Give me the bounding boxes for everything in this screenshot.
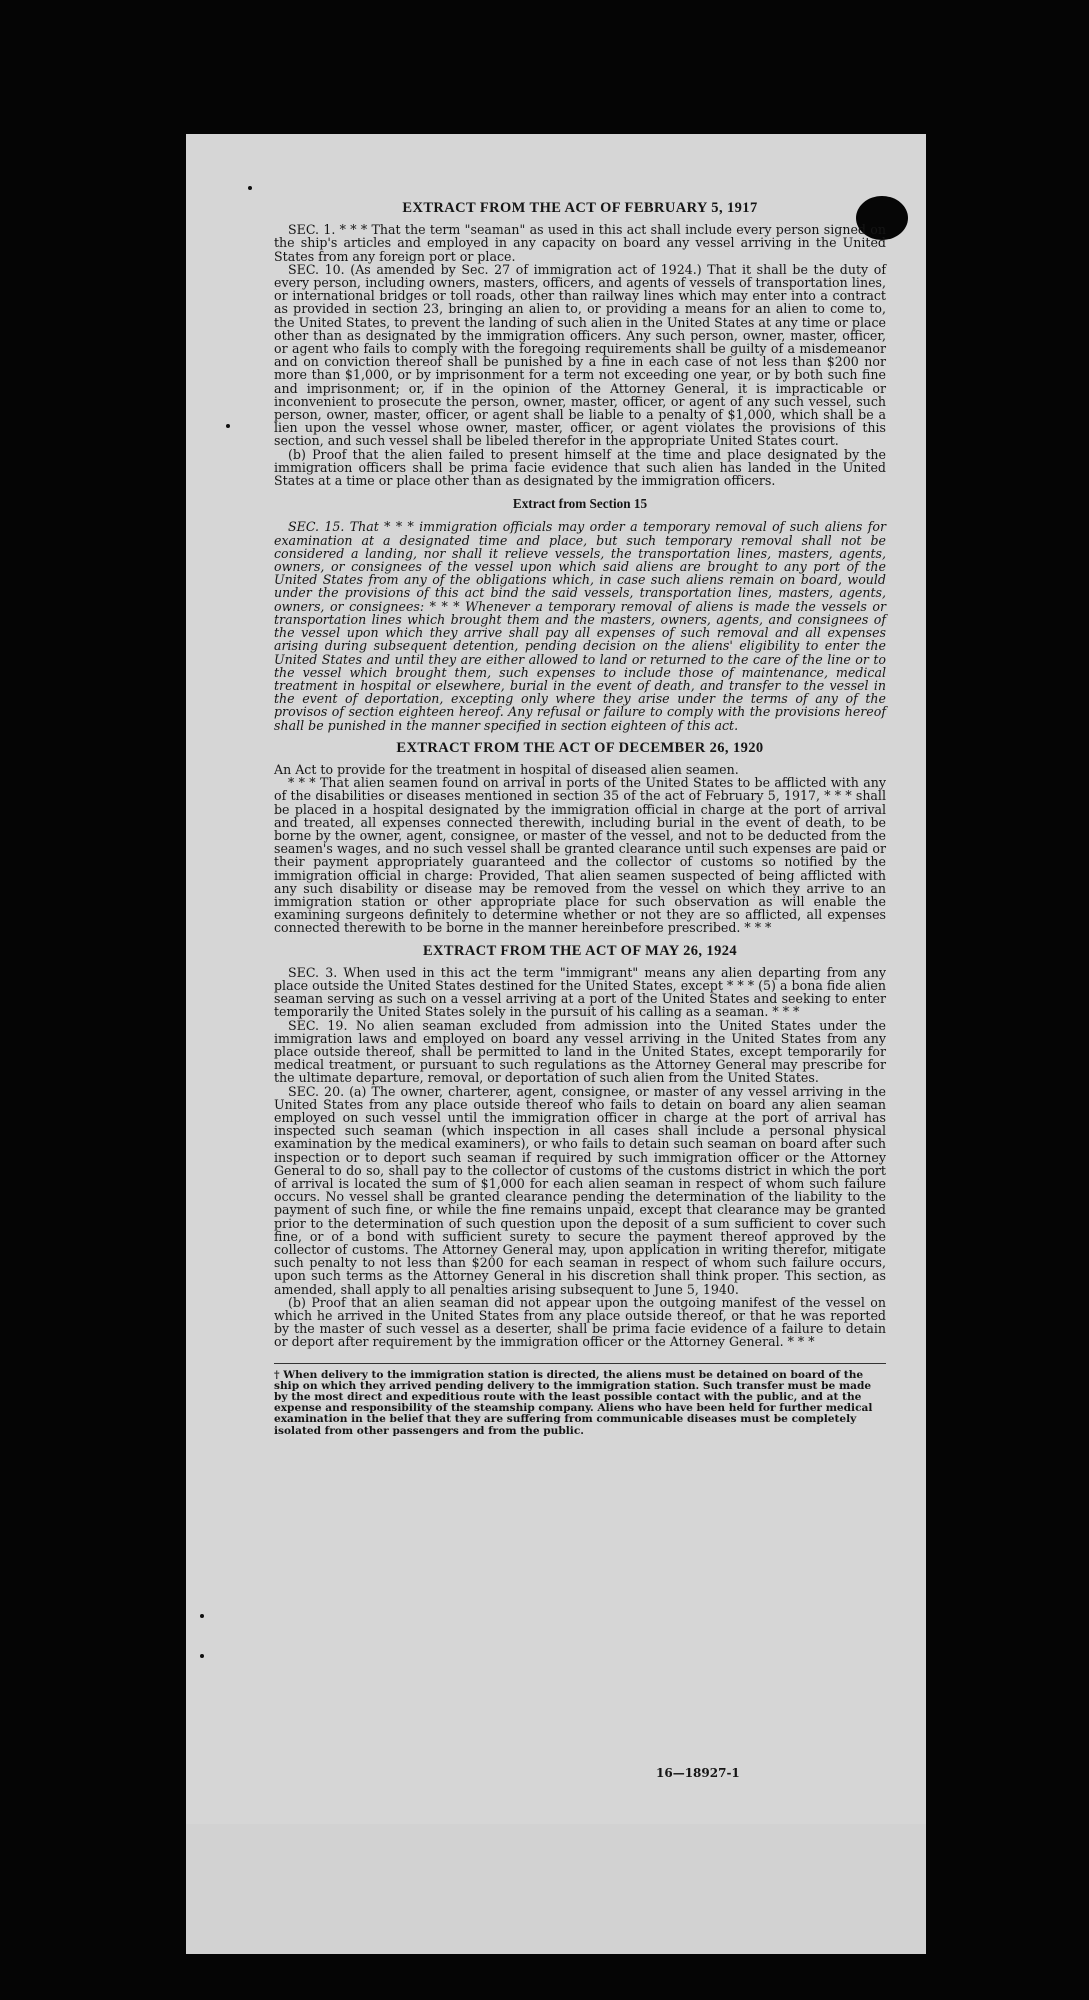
paragraph: (b) Proof that an alien seaman did not appear upon the outgoing manifest of the vessel on which he arrived in the United States from any place outside thereof, or that he was reported by the master of such vessel as a deserter, shall be prima facie evidence of a failure to detain or deport after requirement by the immigration officer or the Attorney General. * * *: [274, 1294, 886, 1350]
paragraph: An Act to provide for the treatment in hospital of diseased alien seamen.: [274, 761, 739, 777]
margin-mark: [200, 1614, 204, 1618]
section-heading: EXTRACT FROM THE ACT OF FEBRUARY 5, 1917: [402, 200, 758, 216]
page-lower-edge: [186, 1824, 926, 1954]
form-number: 16—18927-1: [656, 1766, 740, 1780]
paragraph: (b) Proof that the alien failed to present himself at the time and place designated by the immigration officers shall be prima facie evidence that such alien has landed in the United States at a time or place other than as designated by the immigration officers.: [274, 446, 886, 489]
paragraph: SEC. 15. That * * * immigration officials may order a temporary removal of such aliens for examination at a designated time and place, but such temporary removal shall not be considered a landing, nor shall it relieve vessels, the transportation lines, masters, agents, owners, or consignees of the vessel upon which said aliens are brought to any port of the United States from any of the obligations which, in case such aliens remain on board, would under the provisions of this act bind the said vessels, transportation lines, masters, agents, owners, or consignees: * * * Whenever a temporary removal of aliens is made the vessels or transportation lines which brought them and the masters, owners, agents, and consignees of the vessel upon which they arrive shall pay all expenses of such removal and all expenses arising during subsequent detention, pending decision on the aliens' eligibility to enter the United States and until they are either allowed to land or returned to the care of the line or to the vessel which brought them, such expenses to include those of maintenance, medical treatment in hospital or elsewhere, burial in the event of death, and transfer to the vessel in the event of deportation, excepting only where they arise under the terms of any of the provisos of section eighteen hereof. Any refusal or failure to comply with the provisions hereof shall be punished in the manner specified in section eighteen of this act.: [274, 519, 886, 733]
paragraph: SEC. 20. (a) The owner, charterer, agent, consignee, or master of any vessel arriving in the United States from any place outside thereof who fails to detain on board any alien seaman employed on such vessel until the immigration officer in charge at the port of arrival has inspected such seaman (which inspection in all cases shall include a personal physical examination by the medical examiners), or who fails to detain such seaman on board after such inspection or to deport such seaman if required by such immigration officer or the Attorney General to do so, shall pay to the collector of customs of the customs district in which the port of arrival is located the sum of $1,000 for each alien seaman in respect of whom such failure occurs. No vessel shall be granted clearance pending the determination of the liability to the payment of such fine, or while the fine remains unpaid, except that clearance may be granted prior to the determination of such question upon the deposit of a sum sufficient to cover such fine, or of a bond with sufficient surety to secure the payment thereof approved by the collector of customs. The Attorney General may, upon application in writing therefor, mitigate such penalty to not less than $200 for each seaman in respect of whom such failure occurs, upon such terms as the Attorney General in his discretion shall think proper. This section, as amended, shall apply to all penalties arising subsequent to June 5, 1940.: [274, 1083, 886, 1297]
paragraph: * * * That alien seamen found on arrival in ports of the United States to be afflicted with any of the disabilities or diseases mentioned in section 35 of the act of February 5, 1917, * * * shall be placed in a hospital designated by the immigration official in charge at the port of arrival and treated, all expenses connected therewith, including burial in the event of death, to be borne by the owner, agent, consignee, or master of the vessel, and not to be deducted from the seamen's wages, and no such vessel shall be granted clearance until such expenses are paid or their payment appropriately guaranteed and the collector of customs so notified by the immigration official in charge: Provided, That alien seamen suspected of being afflicted with any such disability or disease may be removed from the vessel on which they arrive to an immigration station or other appropriate place for such observation as will enable the examining surgeons definitely to determine whether or not they are so afflicted, all expenses connected therewith to be borne in the manner hereinbefore prescribed. * * *: [274, 775, 886, 936]
section-act-1917: [274, 202, 886, 487]
margin-mark: [226, 424, 230, 428]
section-act-1920: [274, 739, 886, 936]
margin-mark: [200, 1654, 204, 1658]
paragraph: SEC. 19. No alien seaman excluded from admission into the United States under the immigration laws and employed on board any vessel arriving in the United States from any place outside thereof, shall be permitted to land in the United States, except temporarily for medical treatment, or pursuant to such regulations as the Attorney General may prescribe for the ultimate departure, removal, or deportation of such alien from the United States.: [274, 1017, 886, 1086]
section-heading: EXTRACT FROM THE ACT OF MAY 26, 1924: [422, 942, 738, 959]
section-heading: EXTRACT FROM THE ACT OF DECEMBER 26, 1920: [396, 739, 764, 756]
document-body: [274, 192, 886, 1437]
section-extract-15: [274, 497, 886, 731]
paragraph: SEC. 10. (As amended by Sec. 27 of immigration act of 1924.) That it shall be the duty of every person, including owners, masters, officers, and agents of vessels of transportation lines, or international bridges or toll roads, other than railway lines which may enter into a contract as provided in section 23, bringing an alien to, or providing a means for an alien to come to, the United States, to prevent the landing of such alien in the United States at any time or place other than as designated by the immigration officers. Any such person, owner, master, officer, or agent who fails to comply with the foregoing requirements shall be guilty of a misdemeanor and on conviction thereof shall be punished by a fine in each case of not less than $200 nor more than $1,000, or by imprisonment for a term not exceeding one year, or by both such fine and imprisonment; or, if in the opinion of the Attorney General, it is impracticable or inconvenient to prosecute the person, owner, master, officer, or agent of any such vessel, such person, owner, master, officer, or agent shall be liable to a penalty of $1,000, which shall be a lien upon the vessel whose owner, master, officer, or agent violates the provisions of this section, and such vessel shall be libeled therefor in the appropriate United States court.: [274, 261, 886, 449]
paragraph: SEC. 1. * * * That the term "seaman" as used in this act shall include every person signed on the ship's articles and employed in any capacity on board any vessel arriving in the United States from any foreign port or place.: [274, 222, 886, 264]
margin-mark: [248, 186, 252, 190]
section-act-1924: [274, 942, 886, 1350]
section-heading: Extract from Section 15: [512, 496, 648, 512]
document-page: [186, 134, 926, 1954]
paragraph: SEC. 3. When used in this act the term "immigrant" means any alien departing from any place outside the United States destined for the United States, except * * * (5) a bona fide alien seaman serving as such on a vessel arriving at a port of the United States and seeking to enter temporarily the United States solely in the pursuit of his calling as a seaman. * * *: [274, 964, 886, 1020]
footnote: † When delivery to the immigration station is directed, the aliens must be detained on board of the ship on which they arrived pending delivery to the immigration station. Such transfer must be made by the most direct and expeditious route with the least possible contact with the public, and at the expense and responsibility of the steamship company. Aliens who have been held for further medical examination in the belief that they are suffering from communicable diseases must be completely isolated from other passengers and from the public.: [274, 1363, 886, 1437]
